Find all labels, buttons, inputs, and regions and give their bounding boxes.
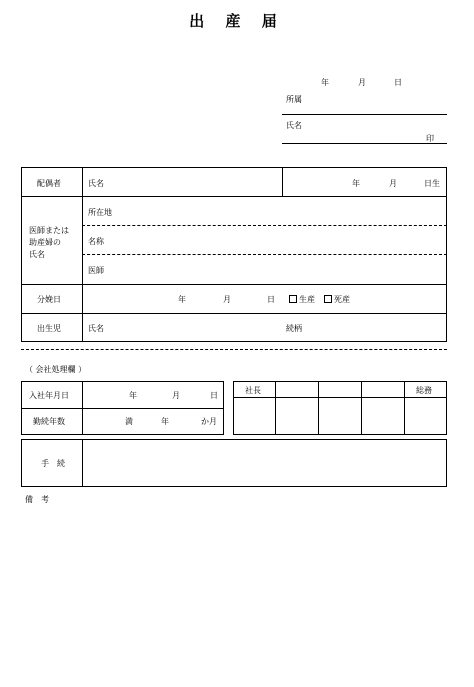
doctor-title-label: 名称 — [88, 237, 104, 246]
header-day: 日 — [394, 78, 402, 87]
procedure-label: 手 続 — [41, 459, 65, 468]
join-year: 年 — [129, 391, 137, 400]
procedure-table — [21, 439, 447, 487]
join-day: 日 — [210, 391, 218, 400]
name-underline — [282, 143, 447, 144]
spouse-label: 配偶者 — [37, 179, 61, 188]
spouse-birth: 日生 — [424, 179, 440, 188]
child-name-label: 氏名 — [88, 324, 104, 333]
approval-president-label: 社長 — [245, 386, 261, 395]
approval-stamp-table — [233, 381, 447, 435]
dept-underline — [282, 114, 447, 115]
live-birth-option[interactable] — [289, 294, 315, 305]
stillbirth-checkbox[interactable] — [324, 295, 332, 303]
live-birth-label: 生産 — [299, 295, 315, 304]
header-year: 年 — [321, 78, 329, 87]
join-month: 月 — [172, 391, 180, 400]
section-separator — [21, 349, 447, 350]
delivery-label: 分娩日 — [37, 295, 61, 304]
delivery-month: 月 — [223, 295, 231, 304]
live-birth-checkbox[interactable] — [289, 295, 297, 303]
doctor-name-label: 医師 — [88, 266, 104, 275]
doctor-label-line1: 医師または — [29, 226, 69, 235]
company-section-header: （ 会社処理欄 ） — [25, 365, 87, 374]
document-title: 出 産 届 — [189, 12, 285, 30]
child-relation-label: 続柄 — [286, 324, 302, 333]
child-label: 出生児 — [37, 324, 61, 333]
header-name-label: 氏名 — [286, 121, 302, 130]
delivery-day: 日 — [267, 295, 275, 304]
doctor-label-line2: 助産婦の — [29, 238, 61, 247]
tenure-month: か月 — [201, 417, 217, 426]
remarks-label: 備 考 — [25, 495, 49, 504]
header-month: 月 — [358, 78, 366, 87]
doctor-address-label: 所在地 — [88, 208, 112, 217]
header-dept-label: 所属 — [286, 95, 302, 104]
doctor-label-line3: 氏名 — [29, 250, 45, 259]
stillbirth-option[interactable] — [324, 294, 350, 305]
approval-general-label: 総務 — [416, 386, 432, 395]
spouse-month: 月 — [389, 179, 397, 188]
tenure-year: 年 — [161, 417, 169, 426]
header-seal-label: 印 — [426, 134, 434, 143]
tenure-label: 勤続年数 — [33, 417, 65, 426]
stillbirth-label: 死産 — [334, 295, 350, 304]
join-date-label: 入社年月日 — [29, 391, 69, 400]
spouse-name-label: 氏名 — [88, 179, 104, 188]
delivery-year: 年 — [178, 295, 186, 304]
spouse-year: 年 — [352, 179, 360, 188]
tenure-full: 満 — [125, 417, 133, 426]
